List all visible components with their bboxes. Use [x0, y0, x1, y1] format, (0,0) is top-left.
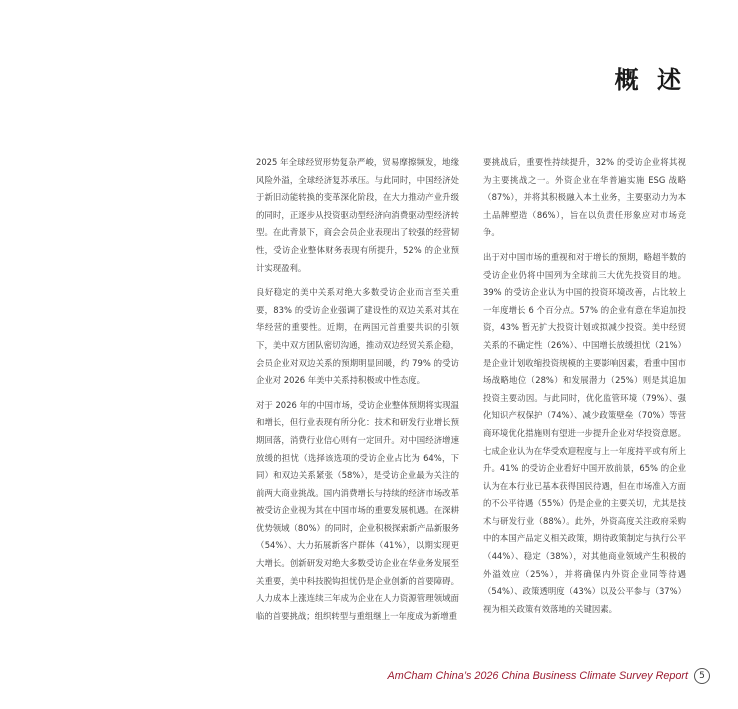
paragraph: 对于 2026 年的中国市场，受访企业整体预期将实现温和增长，但行业表现有所分化：技术和研发行业增长预期回落，消费行业信心则有一定回升。对中国经济增速放缓的担忧（选择该选项的受访企业占比为 64%，下同）和双边关系紧张（58%），是受访企业最为关注的前两大商业挑战。国内消费增长与持续的经济市场改革被受访企业视为其在中国市场的重要发展机遇。在深耕优势领域（80%）的同时，企业积极探索新产品新服务（54%）、大力拓展新客户群体（41%），以期实现更大增长。创新研发对绝大多数受访企业在华业务发展至关重要，美中科技脱钩担忧仍是企业创新的首要障碍。人力成本上涨连续三年成为企业在人力资源管理领域面临的首要挑战；组织转型与重组继上一年度成为新增重	[256, 399, 459, 621]
paragraph: 出于对中国市场的重视和对于增长的预期，略超半数的受访企业仍将中国列为全球前三大优先投资目的地。39% 的受访企业认为中国的投资环境改善，占比较上一年度增长 6 个百分点。57% 的企业有意在华追加投资，43% 暂无扩大投资计划或拟减少投资。美中经贸关系的不确定性（26%）、中国增长放缓担忧（21%）是企业计划收缩投资规模的主要影响因素，看重中国市场战略地位（28%）和发展潜力（25%）则是其追加投资主要动因。与此同时，优化监管环境（79%）、强化知识产权保护（74%）、减少政策壁垒（70%）等营商环境优化措施则有望进一步提升企业对华投资意愿。七成企业认为在华受欢迎程度与上一年度持平或有所上升。41% 的受访企业看好中国开放前景，65% 的企业认为在本行业已基本获得国民待遇，但在市场准入方面的不公平待遇（55%）仍是企业的主要关切，尤其是技术与研发行业（88%）。此外，外资高度关注政府采购中的本国产品定义相关政策，期待政策制定与执行公平（44%）、稳定（38%），对其他商业领域产生积极的外溢效应（25%），并将确保内外资企业同等待遇（54%）、政策透明度（43%）以及公平参与（37%）视为相关政策有效落地的关键因素。	[483, 251, 686, 614]
left-text-column	[256, 154, 459, 632]
paragraph: 良好稳定的美中关系对绝大多数受访企业而言至关重要，83% 的受访企业强调了建设性的双边关系对其在华经营的重要性。近期，在两国元首重要共识的引领下，美中双方团队密切沟通，推动双边经贸关系企稳，会员企业对双边关系的预期明显回暖，约 79% 的受访企业对 2026 年美中关系持积极或中性态度。	[256, 287, 459, 386]
paragraph: 要挑战后，重要性持续提升，32% 的受访企业将其视为主要挑战之一。外资企业在华普遍实施 ESG 战略（87%），并将其积极融入本土业务，主要驱动力为本土品牌塑造（86%），旨在以负责任形象应对市场竞争。	[483, 157, 686, 238]
page-title: 概 述	[614, 66, 686, 94]
paragraph: 2025 年全球经贸形势复杂严峻，贸易摩擦频发，地缘风险外溢，全球经济复苏承压。与此同时，中国经济处于新旧动能转换的变革深化阶段，在大力推动产业升级的同时，正逐步从投资驱动型经济向消费驱动型经济转型。在此背景下，商会会员企业表现出了较强的经营韧性，受访企业整体财务表现有所提升，52% 的企业预计实现盈利。	[256, 157, 459, 273]
page-footer	[388, 668, 710, 684]
page-number: 5	[694, 668, 710, 684]
right-text-column	[483, 154, 686, 625]
report-title: AmCham China’s 2026 China Business Climate Survey Report	[387, 670, 688, 682]
